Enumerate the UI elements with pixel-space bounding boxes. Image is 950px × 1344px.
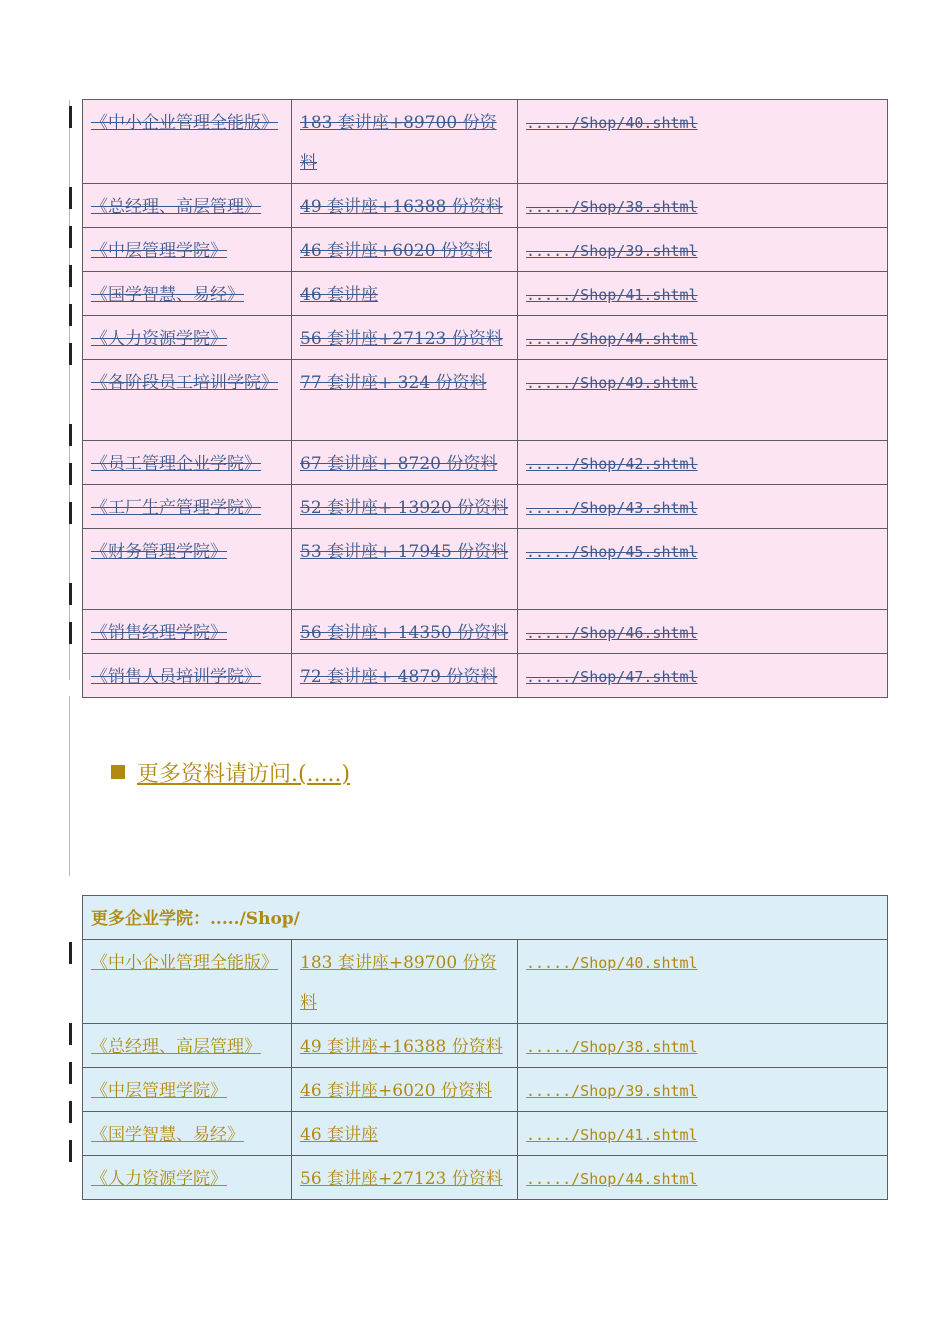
- course-url-link[interactable]: ...../Shop/41.shtml: [526, 1126, 698, 1144]
- course-table-bottom: [82, 895, 888, 1200]
- table-row: [83, 100, 888, 184]
- table-cell: [83, 100, 292, 184]
- table-cell: [518, 1112, 888, 1156]
- page-margin-line: [69, 696, 70, 876]
- row-marker: [69, 1140, 72, 1162]
- table-row: [83, 654, 888, 698]
- square-bullet-icon: [111, 765, 125, 779]
- table-row: [83, 441, 888, 485]
- row-marker: [69, 942, 72, 964]
- course-name-link[interactable]: 《员工管理企业学院》: [91, 454, 261, 474]
- course-name-link[interactable]: 《中小企业管理全能版》: [91, 953, 278, 973]
- table-cell: [83, 1024, 292, 1068]
- table-cell: [518, 940, 888, 1024]
- more-academies-header[interactable]: 更多企业学院：...../Shop/: [91, 909, 300, 929]
- course-desc-link[interactable]: 183 套讲座+89700 份资料: [300, 113, 497, 173]
- course-desc-link[interactable]: 49 套讲座+16388 份资料: [300, 1037, 503, 1057]
- course-name-link[interactable]: 《国学智慧、易经》: [91, 285, 244, 305]
- course-url-link[interactable]: ...../Shop/44.shtml: [526, 330, 698, 348]
- course-name-link[interactable]: 《人力资源学院》: [91, 329, 227, 349]
- course-url-link[interactable]: ...../Shop/44.shtml: [526, 1170, 698, 1188]
- table-cell: [292, 1068, 518, 1112]
- row-marker: [69, 1062, 72, 1084]
- table-cell: [292, 316, 518, 360]
- header-cell: [83, 896, 888, 940]
- row-marker: [69, 106, 72, 128]
- course-url-link[interactable]: ...../Shop/47.shtml: [526, 668, 698, 686]
- table-cell: [518, 1156, 888, 1200]
- course-desc-link[interactable]: 56 套讲座+27123 份资料: [300, 1169, 503, 1189]
- table-cell: [518, 272, 888, 316]
- table-cell: [83, 940, 292, 1024]
- table-cell: [292, 485, 518, 529]
- course-desc-link[interactable]: 52 套讲座+ 13920 份资料: [300, 498, 509, 518]
- table-row: [83, 529, 888, 610]
- row-marker: [69, 343, 72, 365]
- table-row: [83, 1112, 888, 1156]
- course-name-link[interactable]: 《中层管理学院》: [91, 1081, 227, 1101]
- row-marker: [69, 1101, 72, 1123]
- table-cell: [292, 1156, 518, 1200]
- course-desc-link[interactable]: 56 套讲座+ 14350 份资料: [300, 623, 509, 643]
- course-url-link[interactable]: ...../Shop/49.shtml: [526, 374, 698, 392]
- table-row: [83, 272, 888, 316]
- table-cell: [83, 228, 292, 272]
- table-header-row: [83, 896, 888, 940]
- table-row: [83, 316, 888, 360]
- course-name-link[interactable]: 《人力资源学院》: [91, 1169, 227, 1189]
- table-cell: [83, 441, 292, 485]
- table-cell: [518, 485, 888, 529]
- more-resources-text: 更多资料请访问.(.....): [137, 762, 351, 787]
- course-name-link[interactable]: 《国学智慧、易经》: [91, 1125, 244, 1145]
- table-cell: [83, 272, 292, 316]
- course-url-link[interactable]: ...../Shop/42.shtml: [526, 455, 698, 473]
- table-cell: [518, 441, 888, 485]
- row-marker: [69, 583, 72, 605]
- course-name-link[interactable]: 《财务管理学院》: [91, 542, 227, 562]
- table-cell: [518, 316, 888, 360]
- course-desc-link[interactable]: 183 套讲座+89700 份资料: [300, 953, 497, 1013]
- course-desc-link[interactable]: 46 套讲座: [300, 1125, 379, 1145]
- course-table-top: [82, 99, 888, 698]
- course-desc-link[interactable]: 77 套讲座+ 324 份资料: [300, 373, 487, 393]
- course-name-link[interactable]: 《销售人员培训学院》: [91, 667, 261, 687]
- row-marker: [69, 622, 72, 644]
- table-cell: [292, 610, 518, 654]
- course-url-link[interactable]: ...../Shop/40.shtml: [526, 954, 698, 972]
- table-row: [83, 184, 888, 228]
- table-cell: [292, 272, 518, 316]
- course-name-link[interactable]: 《销售经理学院》: [91, 623, 227, 643]
- table-cell: [83, 654, 292, 698]
- course-url-link[interactable]: ...../Shop/46.shtml: [526, 624, 698, 642]
- table-cell: [83, 360, 292, 441]
- table-cell: [518, 184, 888, 228]
- course-url-link[interactable]: ...../Shop/39.shtml: [526, 1082, 698, 1100]
- row-marker: [69, 502, 72, 524]
- course-url-link[interactable]: ...../Shop/45.shtml: [526, 543, 698, 561]
- row-marker: [69, 265, 72, 287]
- table-cell: [518, 100, 888, 184]
- table-cell: [518, 654, 888, 698]
- table-cell: [83, 529, 292, 610]
- table-cell: [518, 228, 888, 272]
- table-row: [83, 485, 888, 529]
- table-cell: [83, 610, 292, 654]
- table-cell: [83, 1112, 292, 1156]
- course-name-link[interactable]: 《工厂生产管理学院》: [91, 498, 261, 518]
- course-desc-link[interactable]: 56 套讲座+27123 份资料: [300, 329, 503, 349]
- row-marker: [69, 304, 72, 326]
- table-cell: [292, 1112, 518, 1156]
- course-desc-link[interactable]: 46 套讲座+6020 份资料: [300, 1081, 492, 1101]
- table-cell: [83, 1156, 292, 1200]
- row-marker: [69, 187, 72, 209]
- course-desc-link[interactable]: 46 套讲座: [300, 285, 379, 305]
- table-row: [83, 610, 888, 654]
- course-name-link[interactable]: 《总经理、高层管理》: [91, 1037, 261, 1057]
- table-cell: [292, 228, 518, 272]
- row-marker: [69, 463, 72, 485]
- table-row: [83, 1068, 888, 1112]
- course-desc-link[interactable]: 67 套讲座+ 8720 份资料: [300, 454, 498, 474]
- table-cell: [292, 360, 518, 441]
- row-marker: [69, 1023, 72, 1045]
- table-cell: [83, 316, 292, 360]
- course-desc-link[interactable]: 46 套讲座+6020 份资料: [300, 241, 492, 261]
- table-cell: [83, 485, 292, 529]
- course-name-link[interactable]: 《各阶段员工培训学院》: [91, 373, 278, 393]
- table-row: [83, 360, 888, 441]
- course-desc-link[interactable]: 49 套讲座+16388 份资料: [300, 197, 503, 217]
- course-url-link[interactable]: ...../Shop/40.shtml: [526, 114, 698, 132]
- more-resources-link[interactable]: [111, 757, 350, 788]
- table-cell: [292, 100, 518, 184]
- table-cell: [83, 184, 292, 228]
- table-cell: [292, 184, 518, 228]
- table-cell: [292, 441, 518, 485]
- row-marker: [69, 226, 72, 248]
- table-cell: [518, 529, 888, 610]
- table-cell: [292, 654, 518, 698]
- course-url-link[interactable]: ...../Shop/39.shtml: [526, 242, 698, 260]
- table-cell: [292, 529, 518, 610]
- course-desc-link[interactable]: 72 套讲座+ 4879 份资料: [300, 667, 498, 687]
- table-cell: [292, 940, 518, 1024]
- table-cell: [83, 1068, 292, 1112]
- table-cell: [518, 1068, 888, 1112]
- course-url-link[interactable]: ...../Shop/38.shtml: [526, 198, 698, 216]
- course-url-link[interactable]: ...../Shop/41.shtml: [526, 286, 698, 304]
- table-row: [83, 940, 888, 1024]
- table-row: [83, 1024, 888, 1068]
- table-row: [83, 1156, 888, 1200]
- course-name-link[interactable]: 《总经理、高层管理》: [91, 197, 261, 217]
- table-cell: [518, 1024, 888, 1068]
- table-cell: [518, 360, 888, 441]
- table-cell: [518, 610, 888, 654]
- table-row: [83, 228, 888, 272]
- course-name-link[interactable]: 《中层管理学院》: [91, 241, 227, 261]
- course-desc-link[interactable]: 53 套讲座+ 17945 份资料: [300, 542, 509, 562]
- row-marker: [69, 424, 72, 446]
- course-url-link[interactable]: ...../Shop/38.shtml: [526, 1038, 698, 1056]
- course-url-link[interactable]: ...../Shop/43.shtml: [526, 499, 698, 517]
- table-cell: [292, 1024, 518, 1068]
- course-name-link[interactable]: 《中小企业管理全能版》: [91, 113, 278, 133]
